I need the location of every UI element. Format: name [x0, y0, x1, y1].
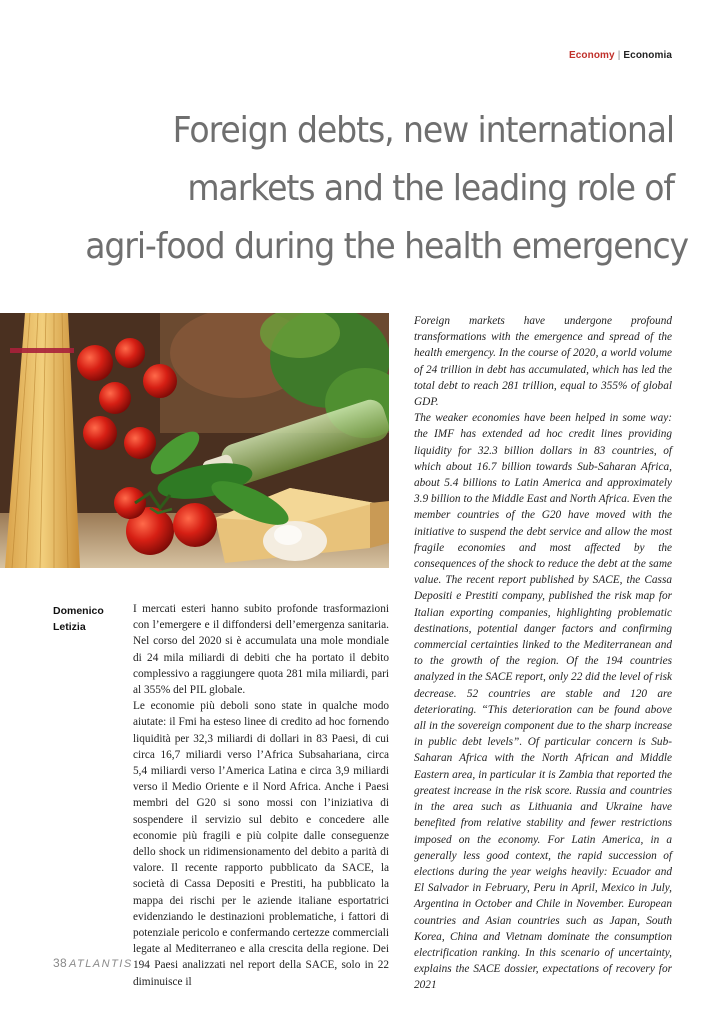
food-illustration — [0, 313, 389, 568]
english-body-column — [414, 313, 672, 994]
page-number: 38 — [53, 956, 67, 970]
paragraph-it: Le economie più deboli sono state in qualche modo aiutate: il Fmi ha esteso linee di credito ad hoc fornendo liquidità per 32,3 miliardi di dollari in 83 Paesi, di cui circa 16,7 miliardi verso l’Africa Subsahariana, circa 5,4 miliardi verso l’America Latina e circa 3,9 miliardi verso il Medio Oriente e il Nord Africa. Anche i Paesi membri del G20 si sono mossi con l’iniziativa di sospendere il servizio sul debito e concedere alle economie più fragili e più colpite dalle conseguenze dello shock un ridimensionamento del debito a parità di valore. Il recente rapporto pubblicato da SACE, la società di Cassa Depositi e Prestiti, ha pubblicato la mappa dei rischi per le aziende italiane esportatrici evidenziando le destinazioni problematiche, i fattori di potenziale pericolo e confermando certezze commerciali legate al Mediterraneo e alla crescita della regione. Dei 194 Paesi analizzati nel report della SACE, solo in 22 diminuisce il — [133, 700, 389, 988]
article-title — [85, 102, 689, 276]
magazine-brand: ATLANTIS — [68, 958, 133, 970]
author-byline — [53, 603, 123, 635]
section-separator: | — [617, 50, 621, 61]
paragraph-en: The weaker economies have been helped in some way: the IMF has extended ad hoc credit lines providing liquidity for 32.3 billion dollars in 83 countries, of which about 16.7 billion towards Sub-Saharan Africa, about 5.4 billions to Latin America and approximately 3.9 billion to the Middle East and North Africa. Even the member countries of the G20 have moved with the initiative to suspend the debt service and allow the most fragile economies and most affected by the consequences of the shock to reduce the debt at the same value. The recent report published by SACE, the Cassa Depositi e Prestiti company, published the risk map for Italian exporting companies, highlighting problematic destinations, potential danger factors and confirming commercial certainties linked to the Mediterranean and to the growth of the region. Of the 194 countries analyzed in the SACE report, only 22 did the level of risk decrease. 52 countries are stable and 120 are deteriorating. “This deterioration can be found above all in the sovereign component due to the sharp increase in public debt levels”. Of particular concern is Sub-Saharan Africa with the North African and Middle Eastern area, in particular it is Zambia that reported the greatest increase in the risk score. Russia and countries in the area such as Lithuania and Ukraine have benefited from relative stability and fewer restrictions imposed on the economy. For Latin America, in a generally less good context, the rapid succession of elections during the year weighs heavily: Ecuador and El Salvador in February, Peru in April, Mexico in July, Argentina in October and Chile in November. European countries and Asian countries such as Japan, South Korea, China and Vietnam dominate the consumption electrification ranking. In this scenario of uncertainty, explains the SACE dossier, expectations of recovery for 2021 — [414, 412, 672, 992]
section-label-it: Economia — [623, 50, 672, 61]
section-label-en: Economy — [568, 50, 615, 61]
page-footer — [53, 956, 133, 970]
title-line: Foreign debts, new international — [172, 110, 674, 151]
author-last-name: Letizia — [53, 621, 86, 633]
title-line: agri-food during the health emergency — [85, 226, 689, 267]
title-line: markets and the leading role of — [187, 168, 674, 209]
food-photo — [0, 313, 389, 568]
author-first-name: Domenico — [53, 605, 104, 617]
section-tag — [569, 50, 672, 61]
paragraph-it: I mercati esteri hanno subito profonde trasformazioni con l’emergere e il diffondersi dell’emergenza sanitaria. Nel corso del 2020 si è accumulata una mole mondiale di 24 mila miliardi di debiti che ha portato il debito complessivo a raggiungere quota 281 mila miliardi, pari al 355% del PIL globale. — [133, 603, 389, 697]
italian-body-column — [133, 601, 389, 990]
paragraph-en: Foreign markets have undergone profound transformations with the emergence and spread of the health emergency. In the course of 2020, a world volume of 24 trillion in debt has accumulated, which has led the total debt to reach 281 trillion, equal to 355% of global GDP. — [414, 315, 672, 409]
